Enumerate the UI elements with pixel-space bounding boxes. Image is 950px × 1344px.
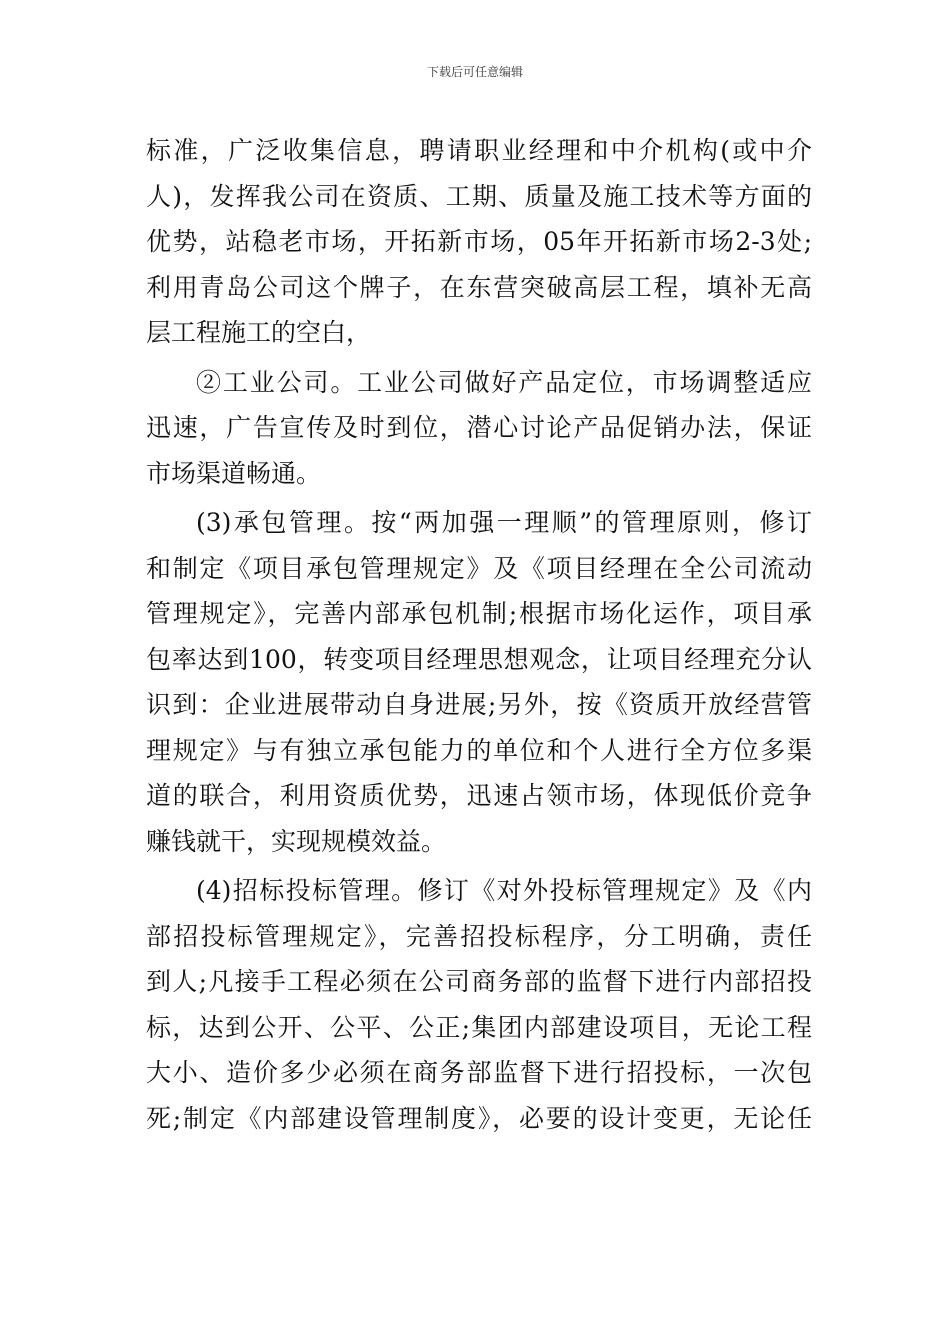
text-line: 标，达到公开、公平、公正;集团内部建设项目，无论工程 xyxy=(146,1012,812,1042)
text-line: 市场渠道畅通。 xyxy=(146,458,322,488)
text-line: (3)承包管理。按“两加强一理顺”的管理原则，修订 xyxy=(196,508,812,537)
paragraph-3 xyxy=(146,500,812,864)
text-line: (4)招标投标管理。修订《对外投标管理规定》及《内 xyxy=(196,876,812,905)
text-line: 迅速，广告宣传及时到位，潜心讨论产品促销办法，保证 xyxy=(146,413,812,442)
paragraph-4 xyxy=(146,868,812,1141)
text-line: 部招投标管理规定》，完善招投标程序，分工明确，责任 xyxy=(146,921,812,951)
page-header: 下载后可任意编辑 xyxy=(426,65,523,79)
text-line: 赚钱就干，实现规模效益。 xyxy=(146,826,447,856)
text-line: 理规定》与有独立承包能力的单位和个人进行全方位多渠 xyxy=(146,735,812,765)
paragraph-2 xyxy=(146,360,812,497)
text-line: ②工业公司。工业公司做好产品定位，市场调整适应 xyxy=(196,367,812,397)
text-line: 识到：企业进展带动自身进展;另外，按《资质开放经营管 xyxy=(146,690,812,719)
text-line: 道的联合，利用资质优势，迅速占领市场，体现低价竞争 xyxy=(146,781,812,810)
text-line: 到人;凡接手工程必须在公司商务部的监督下进行内部招投 xyxy=(146,967,812,996)
text-line: 管理规定》，完善内部承包机制;根据市场化运作，项目承 xyxy=(146,599,812,628)
document-body xyxy=(146,128,812,1145)
text-line: 和制定《项目承包管理规定》及《项目经理在全公司流动 xyxy=(146,553,812,583)
text-line: 标准，广泛收集信息，聘请职业经理和中介机构(或中介 xyxy=(146,136,812,165)
text-line: 大小、造价多少必须在商务部监督下进行招投标，一次包 xyxy=(146,1058,812,1087)
text-line: 利用青岛公司这个牌子，在东营突破高层工程，填补无高 xyxy=(146,272,812,302)
text-line: 包率达到100，转变项目经理思想观念，让项目经理充分认 xyxy=(146,644,812,674)
text-line: 死;制定《内部建设管理制度》，必要的设计变更，无论任 xyxy=(146,1103,812,1133)
text-line: 层工程施工的空白， xyxy=(146,318,372,347)
paragraph-1 xyxy=(146,128,812,356)
text-line: 人)，发挥我公司在资质、工期、质量及施工技术等方面的 xyxy=(146,181,812,211)
text-line: 优势，站稳老市场，开拓新市场，05年开拓新市场2-3处; xyxy=(146,227,812,256)
